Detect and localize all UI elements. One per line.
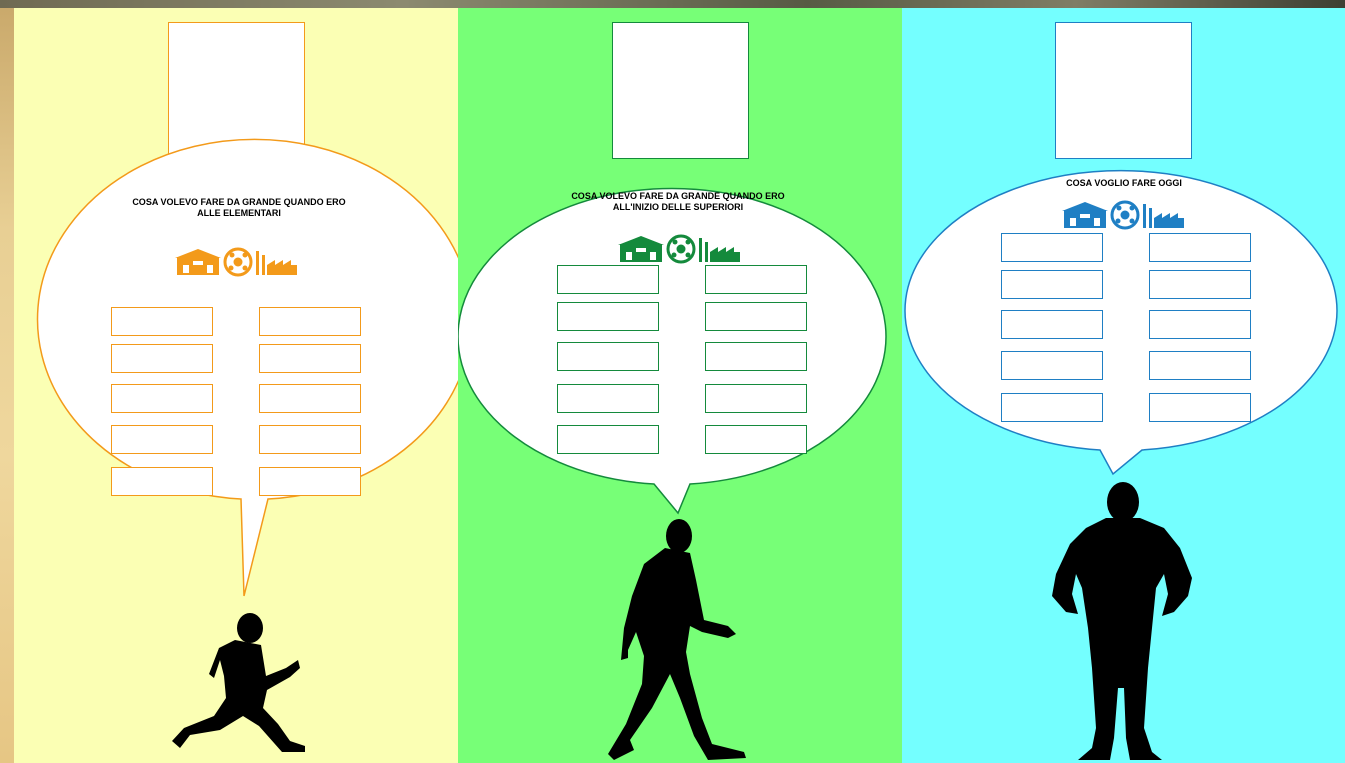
standing-adult-silhouette — [902, 8, 1345, 763]
panel-oggi — [902, 8, 1345, 763]
panel-title: COSA VOLEVO FARE DA GRANDE QUANDO ERO ALLE ELEMENTARI — [132, 197, 346, 218]
panel-elementari — [14, 8, 458, 763]
panel-title: COSA VOLEVO FARE DA GRANDE QUANDO ERO ALL'INIZIO DELLE SUPERIORI — [571, 191, 785, 212]
panel-superiori — [458, 8, 902, 763]
walking-teen-silhouette — [458, 8, 902, 763]
top-strip — [0, 0, 1345, 8]
running-child-silhouette — [14, 8, 458, 763]
panel-title: COSA VOGLIO FARE OGGI — [1066, 178, 1182, 188]
